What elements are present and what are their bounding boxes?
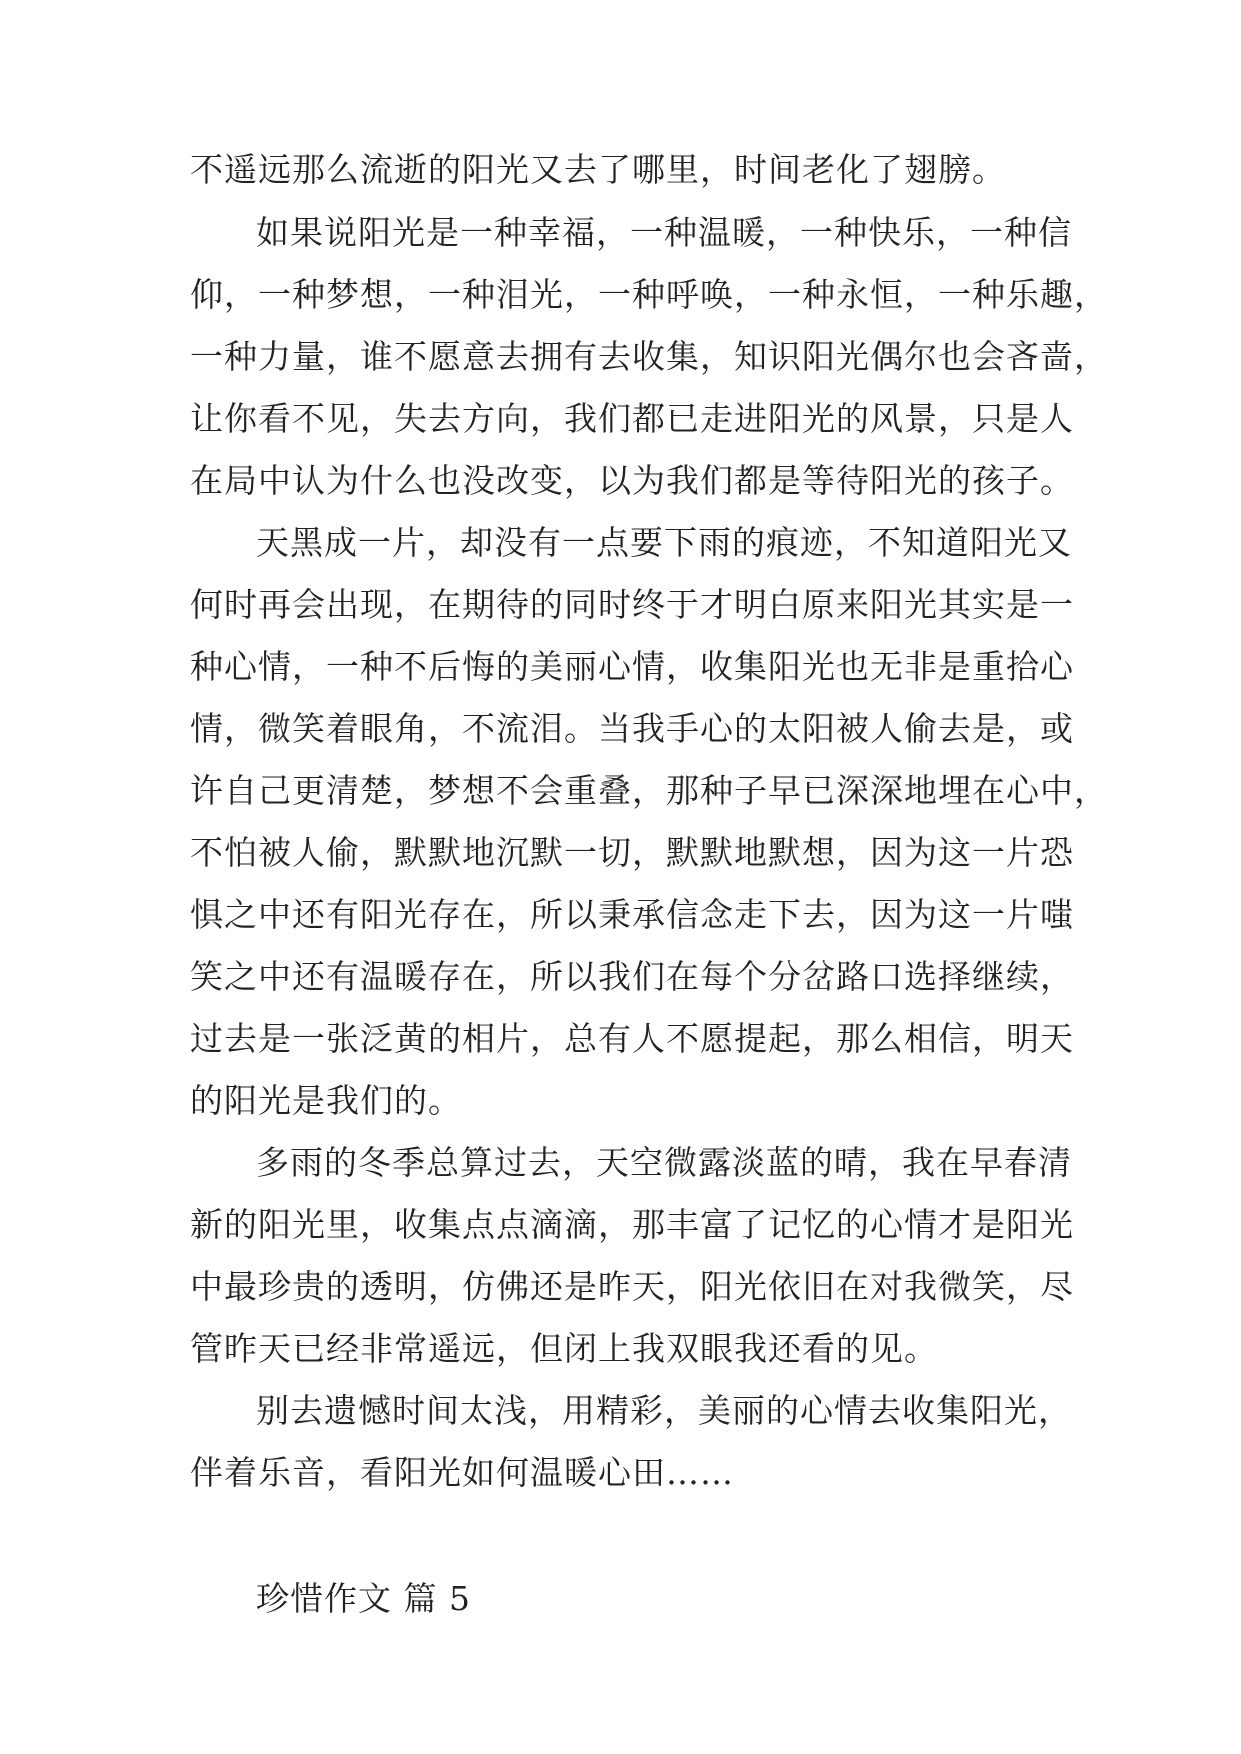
paragraph-line: 新的阳光里，收集点点滴滴，那丰富了记忆的心情才是阳光 xyxy=(190,1205,1074,1244)
paragraph-line: 伴着乐音，看阳光如何温暖心田…… xyxy=(190,1453,734,1492)
section-heading: 珍惜作文 篇 5 xyxy=(256,1579,471,1618)
paragraph-line: 管昨天已经非常遥远，但闭上我双眼我还看的见。 xyxy=(190,1329,938,1368)
paragraph-line: 不怕被人偷，默默地沉默一切，默默地默想，因为这一片恐 xyxy=(190,833,1074,872)
paragraph-line: 让你看不见，失去方向，我们都已走进阳光的风景，只是人 xyxy=(190,399,1074,438)
paragraph-line: 许自己更清楚，梦想不会重叠，那种子早已深深地埋在心中， xyxy=(190,771,1108,810)
paragraph-line: 情，微笑着眼角，不流泪。当我手心的太阳被人偷去是，或 xyxy=(190,709,1074,748)
paragraph-line: 在局中认为什么也没改变，以为我们都是等待阳光的孩子。 xyxy=(190,461,1074,500)
paragraph-line: 多雨的冬季总算过去，天空微露淡蓝的晴，我在早春清 xyxy=(256,1143,1072,1182)
paragraph-line: 种心情，一种不后悔的美丽心情，收集阳光也无非是重拾心 xyxy=(190,647,1074,686)
paragraph-line: 惧之中还有阳光存在，所以秉承信念走下去，因为这一片嗤 xyxy=(190,895,1074,934)
paragraph-line: 笑之中还有温暖存在，所以我们在每个分岔路口选择继续， xyxy=(190,957,1074,996)
paragraph-line: 何时再会出现，在期待的同时终于才明白原来阳光其实是一 xyxy=(190,585,1074,624)
paragraph-line: 不遥远那么流逝的阳光又去了哪里，时间老化了翅膀。 xyxy=(190,150,1006,189)
paragraph-line: 天黑成一片，却没有一点要下雨的痕迹，不知道阳光又 xyxy=(256,523,1072,562)
paragraph-line: 过去是一张泛黄的相片，总有人不愿提起，那么相信，明天 xyxy=(190,1019,1074,1058)
paragraph-line: 如果说阳光是一种幸福，一种温暖，一种快乐，一种信 xyxy=(256,213,1072,252)
paragraph-line: 的阳光是我们的。 xyxy=(190,1081,462,1120)
paragraph-line: 中最珍贵的透明，仿佛还是昨天，阳光依旧在对我微笑，尽 xyxy=(190,1267,1074,1306)
paragraph-line: 别去遗憾时间太浅，用精彩，美丽的心情去收集阳光， xyxy=(256,1391,1072,1430)
paragraph-line: 一种力量，谁不愿意去拥有去收集，知识阳光偶尔也会吝啬， xyxy=(190,337,1108,376)
paragraph-line: 仰，一种梦想，一种泪光，一种呼唤，一种永恒，一种乐趣， xyxy=(190,275,1108,314)
